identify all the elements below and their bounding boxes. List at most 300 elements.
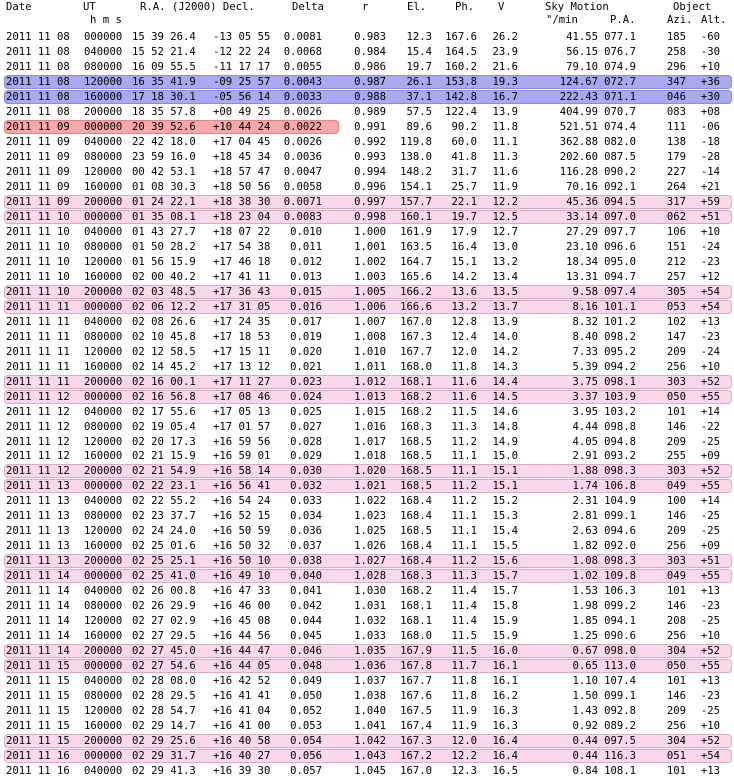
cell-altitude: +10 bbox=[700, 360, 720, 373]
cell-r: 1.013 bbox=[354, 390, 386, 403]
cell-phase: 25.7 bbox=[451, 180, 477, 193]
cell-sky-motion: 0.84 bbox=[572, 765, 598, 777]
cell-ut: 160000 bbox=[84, 720, 123, 733]
cell-delta: 0.0043 bbox=[283, 75, 322, 88]
cell-r: 1.033 bbox=[354, 630, 386, 643]
cell-altitude: -25 bbox=[700, 435, 720, 448]
table-row bbox=[0, 674, 734, 689]
cell-elongation: 167.7 bbox=[400, 345, 432, 358]
cell-decl: +18 23 04 bbox=[213, 210, 271, 223]
cell-date: 2011 11 10 bbox=[6, 285, 70, 298]
cell-date: 2011 11 08 bbox=[6, 90, 70, 103]
cell-magnitude: 13.5 bbox=[492, 285, 518, 298]
cell-decl: +17 08 46 bbox=[213, 390, 271, 403]
cell-azimuth: 304 bbox=[666, 645, 686, 658]
cell-pa: 098.2 bbox=[604, 330, 636, 343]
cell-ut: 000000 bbox=[84, 210, 123, 223]
cell-sky-motion: 1.74 bbox=[572, 480, 598, 493]
header-phase: Ph. bbox=[455, 1, 475, 13]
cell-azimuth: 049 bbox=[666, 480, 686, 493]
cell-azimuth: 296 bbox=[666, 61, 686, 73]
cell-ra: 01 56 15.9 bbox=[132, 255, 196, 268]
cell-ra: 02 29 25.6 bbox=[132, 735, 196, 748]
cell-r: 1.045 bbox=[354, 765, 386, 777]
cell-azimuth: 102 bbox=[666, 315, 686, 328]
cell-date: 2011 11 14 bbox=[6, 600, 70, 613]
cell-azimuth: 209 bbox=[666, 435, 686, 448]
cell-decl: -11 17 17 bbox=[213, 61, 271, 73]
cell-pa: 070.7 bbox=[604, 105, 636, 118]
cell-r: 1.015 bbox=[354, 405, 386, 418]
header-sky-motion-unit: "/min bbox=[546, 14, 578, 26]
cell-ut: 160000 bbox=[84, 450, 123, 463]
cell-azimuth: 185 bbox=[666, 31, 686, 43]
cell-r: 0.984 bbox=[354, 46, 386, 58]
cell-phase: 11.6 bbox=[451, 375, 477, 388]
cell-decl: +18 50 56 bbox=[213, 180, 271, 193]
cell-elongation: 166.2 bbox=[400, 285, 432, 298]
cell-azimuth: 146 bbox=[666, 510, 686, 523]
cell-altitude: +36 bbox=[700, 75, 720, 88]
cell-azimuth: 209 bbox=[666, 525, 686, 538]
cell-ut: 160000 bbox=[84, 180, 123, 193]
cell-date: 2011 11 14 bbox=[6, 570, 70, 583]
cell-date: 2011 11 12 bbox=[6, 420, 70, 433]
cell-altitude: -25 bbox=[700, 615, 720, 628]
cell-pa: 092.0 bbox=[604, 540, 636, 553]
cell-pa: 103.9 bbox=[604, 390, 636, 403]
cell-decl: -12 22 24 bbox=[213, 46, 271, 58]
cell-phase: 17.9 bbox=[451, 225, 477, 238]
cell-decl: -09 25 57 bbox=[213, 75, 271, 88]
cell-ut: 160000 bbox=[84, 270, 123, 283]
cell-r: 1.007 bbox=[354, 315, 386, 328]
cell-altitude: -28 bbox=[700, 150, 720, 163]
cell-delta: 0.052 bbox=[290, 705, 322, 718]
cell-magnitude: 12.2 bbox=[492, 195, 518, 208]
cell-ra: 02 16 00.1 bbox=[132, 375, 196, 388]
cell-azimuth: 147 bbox=[666, 330, 686, 343]
cell-ra: 02 27 54.6 bbox=[132, 660, 196, 673]
table-row bbox=[0, 105, 734, 120]
cell-r: 1.011 bbox=[354, 360, 386, 373]
cell-magnitude: 14.8 bbox=[492, 420, 518, 433]
cell-decl: +16 59 56 bbox=[213, 435, 271, 448]
cell-ra: 02 10 45.8 bbox=[132, 330, 196, 343]
cell-decl: +16 41 04 bbox=[213, 705, 271, 718]
cell-r: 1.025 bbox=[354, 525, 386, 538]
cell-ut: 200000 bbox=[84, 555, 123, 568]
cell-decl: +17 31 05 bbox=[213, 300, 271, 313]
cell-phase: 14.2 bbox=[451, 270, 477, 283]
header-pa: P.A. bbox=[610, 14, 636, 26]
cell-altitude: +54 bbox=[700, 285, 720, 298]
cell-date: 2011 11 14 bbox=[6, 585, 70, 598]
cell-altitude: +10 bbox=[700, 61, 720, 73]
cell-azimuth: 051 bbox=[666, 750, 686, 762]
cell-azimuth: 303 bbox=[666, 555, 686, 568]
cell-magnitude: 11.9 bbox=[492, 180, 518, 193]
cell-phase: 11.2 bbox=[451, 555, 477, 568]
cell-ut: 080000 bbox=[84, 61, 123, 73]
cell-pa: 106.3 bbox=[604, 585, 636, 598]
cell-elongation: 167.9 bbox=[400, 645, 432, 658]
cell-sky-motion: 2.31 bbox=[572, 495, 598, 508]
cell-r: 1.031 bbox=[354, 600, 386, 613]
cell-sky-motion: 27.29 bbox=[566, 225, 598, 238]
cell-altitude: -60 bbox=[700, 31, 720, 43]
cell-decl: +16 41 00 bbox=[213, 720, 271, 733]
cell-date: 2011 11 13 bbox=[6, 510, 70, 523]
table-row bbox=[0, 225, 734, 240]
cell-ut: 000000 bbox=[84, 570, 123, 583]
cell-elongation: 163.5 bbox=[400, 240, 432, 253]
table-row bbox=[0, 90, 734, 105]
cell-date: 2011 11 08 bbox=[6, 61, 70, 73]
cell-r: 1.017 bbox=[354, 435, 386, 448]
cell-phase: 13.6 bbox=[451, 285, 477, 298]
cell-ra: 18 35 57.8 bbox=[132, 105, 196, 118]
cell-ra: 02 00 40.2 bbox=[132, 270, 196, 283]
cell-r: 1.027 bbox=[354, 555, 386, 568]
cell-azimuth: 151 bbox=[666, 240, 686, 253]
cell-ra: 02 28 54.7 bbox=[132, 705, 196, 718]
cell-ra: 02 03 48.5 bbox=[132, 285, 196, 298]
cell-ut: 160000 bbox=[84, 90, 123, 103]
table-row bbox=[0, 569, 734, 584]
cell-phase: 31.7 bbox=[451, 165, 477, 178]
header-ut: UT bbox=[83, 1, 96, 13]
cell-pa: 077.1 bbox=[604, 31, 636, 43]
cell-altitude: +54 bbox=[700, 300, 720, 313]
table-row bbox=[0, 300, 734, 315]
cell-altitude: -25 bbox=[700, 510, 720, 523]
cell-ra: 01 50 28.2 bbox=[132, 240, 196, 253]
cell-altitude: -23 bbox=[700, 600, 720, 613]
cell-sky-motion: 33.14 bbox=[566, 210, 598, 223]
cell-magnitude: 13.9 bbox=[492, 105, 518, 118]
cell-decl: +16 44 05 bbox=[213, 660, 271, 673]
cell-sky-motion: 0.92 bbox=[572, 720, 598, 733]
cell-r: 1.035 bbox=[354, 645, 386, 658]
cell-ra: 01 24 22.1 bbox=[132, 195, 196, 208]
cell-decl: +16 45 08 bbox=[213, 615, 271, 628]
cell-pa: 090.2 bbox=[604, 165, 636, 178]
cell-azimuth: 256 bbox=[666, 360, 686, 373]
cell-elongation: 12.3 bbox=[406, 31, 432, 43]
cell-sky-motion: 56.15 bbox=[566, 46, 598, 58]
cell-ut: 040000 bbox=[84, 135, 123, 148]
cell-r: 0.987 bbox=[354, 75, 386, 88]
cell-magnitude: 14.2 bbox=[492, 345, 518, 358]
cell-pa: 108.1 bbox=[604, 765, 636, 777]
cell-decl: +16 47 33 bbox=[213, 585, 271, 598]
cell-decl: +18 38 30 bbox=[213, 195, 271, 208]
cell-altitude: +14 bbox=[700, 405, 720, 418]
cell-r: 1.021 bbox=[354, 480, 386, 493]
table-row bbox=[0, 554, 734, 569]
cell-delta: 0.010 bbox=[290, 225, 322, 238]
cell-sky-motion: 45.36 bbox=[566, 195, 598, 208]
cell-phase: 13.2 bbox=[451, 300, 477, 313]
cell-sky-motion: 0.65 bbox=[572, 660, 598, 673]
cell-delta: 0.044 bbox=[290, 615, 322, 628]
cell-ra: 02 22 23.1 bbox=[132, 480, 196, 493]
cell-altitude: +13 bbox=[700, 315, 720, 328]
cell-r: 1.003 bbox=[354, 270, 386, 283]
cell-elongation: 119.8 bbox=[400, 135, 432, 148]
cell-azimuth: 101 bbox=[666, 585, 686, 598]
cell-magnitude: 15.1 bbox=[492, 480, 518, 493]
cell-ut: 200000 bbox=[84, 375, 123, 388]
cell-magnitude: 15.6 bbox=[492, 555, 518, 568]
header-elongation: El. bbox=[407, 1, 427, 13]
cell-delta: 0.053 bbox=[290, 720, 322, 733]
cell-sky-motion: 2.91 bbox=[572, 450, 598, 463]
cell-pa: 104.9 bbox=[604, 495, 636, 508]
cell-delta: 0.025 bbox=[290, 405, 322, 418]
cell-altitude: +10 bbox=[700, 720, 720, 733]
cell-delta: 0.0068 bbox=[283, 46, 322, 58]
cell-delta: 0.029 bbox=[290, 450, 322, 463]
cell-date: 2011 11 11 bbox=[6, 345, 70, 358]
cell-date: 2011 11 15 bbox=[6, 735, 70, 748]
cell-decl: +17 01 57 bbox=[213, 420, 271, 433]
cell-ut: 160000 bbox=[84, 630, 123, 643]
cell-azimuth: 264 bbox=[666, 180, 686, 193]
cell-decl: +16 59 01 bbox=[213, 450, 271, 463]
cell-azimuth: 305 bbox=[666, 285, 686, 298]
cell-ut: 080000 bbox=[84, 150, 123, 163]
cell-azimuth: 304 bbox=[666, 735, 686, 748]
cell-date: 2011 11 08 bbox=[6, 75, 70, 88]
cell-elongation: 168.0 bbox=[400, 630, 432, 643]
cell-ra: 02 12 58.5 bbox=[132, 345, 196, 358]
cell-decl: +18 07 22 bbox=[213, 225, 271, 238]
cell-phase: 12.3 bbox=[451, 765, 477, 777]
cell-ut: 200000 bbox=[84, 465, 123, 478]
cell-magnitude: 15.2 bbox=[492, 495, 518, 508]
table-row bbox=[0, 315, 734, 330]
cell-ra: 02 29 14.7 bbox=[132, 720, 196, 733]
cell-delta: 0.0022 bbox=[283, 120, 322, 133]
cell-date: 2011 11 16 bbox=[6, 765, 70, 777]
cell-altitude: +14 bbox=[700, 495, 720, 508]
cell-decl: -05 56 14 bbox=[213, 90, 271, 103]
cell-pa: 094.7 bbox=[604, 270, 636, 283]
header-delta: Delta bbox=[292, 1, 324, 13]
cell-r: 1.041 bbox=[354, 720, 386, 733]
cell-azimuth: 303 bbox=[666, 375, 686, 388]
cell-sky-motion: 1.25 bbox=[572, 630, 598, 643]
cell-decl: +17 18 53 bbox=[213, 330, 271, 343]
cell-ra: 02 25 01.6 bbox=[132, 540, 196, 553]
cell-sky-motion: 79.10 bbox=[566, 61, 598, 73]
cell-azimuth: 083 bbox=[666, 105, 686, 118]
cell-decl: +18 57 47 bbox=[213, 165, 271, 178]
cell-azimuth: 053 bbox=[666, 300, 686, 313]
cell-ut: 000000 bbox=[84, 480, 123, 493]
cell-pa: 095.2 bbox=[604, 345, 636, 358]
cell-r: 0.991 bbox=[354, 120, 386, 133]
cell-azimuth: 255 bbox=[666, 450, 686, 463]
cell-ra: 22 42 18.0 bbox=[132, 135, 196, 148]
cell-phase: 11.3 bbox=[451, 420, 477, 433]
cell-pa: 072.7 bbox=[604, 75, 636, 88]
cell-sky-motion: 7.33 bbox=[572, 345, 598, 358]
cell-ut: 000000 bbox=[84, 660, 123, 673]
cell-elongation: 168.5 bbox=[400, 465, 432, 478]
cell-sky-motion: 1.50 bbox=[572, 690, 598, 703]
cell-altitude: +13 bbox=[700, 765, 720, 777]
table-row bbox=[0, 375, 734, 390]
cell-sky-motion: 5.39 bbox=[572, 360, 598, 373]
cell-decl: +17 04 45 bbox=[213, 135, 271, 148]
table-row bbox=[0, 614, 734, 629]
cell-phase: 11.5 bbox=[451, 630, 477, 643]
cell-phase: 164.5 bbox=[445, 46, 477, 58]
cell-ra: 15 39 26.4 bbox=[132, 31, 196, 43]
cell-decl: +17 54 38 bbox=[213, 240, 271, 253]
cell-decl: +16 40 27 bbox=[213, 750, 271, 762]
cell-delta: 0.038 bbox=[290, 555, 322, 568]
cell-date: 2011 11 13 bbox=[6, 495, 70, 508]
cell-altitude: -06 bbox=[700, 120, 720, 133]
cell-sky-motion: 521.51 bbox=[559, 120, 598, 133]
cell-magnitude: 15.7 bbox=[492, 585, 518, 598]
cell-azimuth: 101 bbox=[666, 765, 686, 777]
cell-elongation: 168.1 bbox=[400, 600, 432, 613]
cell-pa: 092.1 bbox=[604, 180, 636, 193]
cell-magnitude: 16.1 bbox=[492, 660, 518, 673]
table-row bbox=[0, 60, 734, 75]
cell-altitude: +55 bbox=[700, 390, 720, 403]
cell-r: 0.992 bbox=[354, 135, 386, 148]
cell-ra: 20 39 52.6 bbox=[132, 120, 196, 133]
table-row bbox=[0, 584, 734, 599]
cell-ut: 000000 bbox=[84, 31, 123, 43]
cell-date: 2011 11 14 bbox=[6, 630, 70, 643]
cell-sky-motion: 404.99 bbox=[559, 105, 598, 118]
cell-ra: 02 06 12.2 bbox=[132, 300, 196, 313]
cell-ra: 02 27 45.0 bbox=[132, 645, 196, 658]
cell-altitude: +09 bbox=[700, 540, 720, 553]
cell-r: 0.988 bbox=[354, 90, 386, 103]
cell-altitude: -23 bbox=[700, 690, 720, 703]
cell-date: 2011 11 13 bbox=[6, 555, 70, 568]
cell-azimuth: 138 bbox=[666, 135, 686, 148]
cell-ra: 02 19 05.4 bbox=[132, 420, 196, 433]
cell-magnitude: 15.3 bbox=[492, 510, 518, 523]
cell-pa: 106.8 bbox=[604, 480, 636, 493]
cell-elongation: 167.5 bbox=[400, 705, 432, 718]
cell-elongation: 167.3 bbox=[400, 735, 432, 748]
cell-r: 0.996 bbox=[354, 180, 386, 193]
cell-altitude: +52 bbox=[700, 465, 720, 478]
cell-sky-motion: 8.40 bbox=[572, 330, 598, 343]
cell-date: 2011 11 13 bbox=[6, 540, 70, 553]
cell-azimuth: 208 bbox=[666, 615, 686, 628]
cell-pa: 076.7 bbox=[604, 46, 636, 58]
cell-magnitude: 16.0 bbox=[492, 645, 518, 658]
cell-magnitude: 11.3 bbox=[492, 150, 518, 163]
cell-altitude: +10 bbox=[700, 225, 720, 238]
cell-sky-motion: 8.32 bbox=[572, 315, 598, 328]
cell-date: 2011 11 11 bbox=[6, 330, 70, 343]
cell-ut: 120000 bbox=[84, 255, 123, 268]
cell-decl: +16 40 58 bbox=[213, 735, 271, 748]
cell-magnitude: 11.1 bbox=[492, 135, 518, 148]
cell-ra: 02 24 24.0 bbox=[132, 525, 196, 538]
cell-pa: 089.2 bbox=[604, 720, 636, 733]
cell-altitude: +52 bbox=[700, 645, 720, 658]
cell-ra: 01 08 30.3 bbox=[132, 180, 196, 193]
cell-delta: 0.0081 bbox=[283, 31, 322, 43]
cell-azimuth: 209 bbox=[666, 345, 686, 358]
cell-sky-motion: 1.88 bbox=[572, 465, 598, 478]
cell-delta: 0.012 bbox=[290, 255, 322, 268]
cell-date: 2011 11 12 bbox=[6, 405, 70, 418]
cell-sky-motion: 4.44 bbox=[572, 420, 598, 433]
cell-date: 2011 11 12 bbox=[6, 465, 70, 478]
cell-magnitude: 16.4 bbox=[492, 750, 518, 762]
cell-date: 2011 11 15 bbox=[6, 705, 70, 718]
cell-ut: 120000 bbox=[84, 615, 123, 628]
cell-date: 2011 11 14 bbox=[6, 615, 70, 628]
cell-azimuth: 101 bbox=[666, 405, 686, 418]
cell-decl: +18 45 34 bbox=[213, 150, 271, 163]
cell-date: 2011 11 12 bbox=[6, 450, 70, 463]
cell-delta: 0.0026 bbox=[283, 105, 322, 118]
header-hms: h m s bbox=[90, 14, 122, 26]
cell-sky-motion: 2.81 bbox=[572, 510, 598, 523]
cell-pa: 071.1 bbox=[604, 90, 636, 103]
cell-decl: +00 49 25 bbox=[213, 105, 271, 118]
table-row bbox=[0, 270, 734, 285]
cell-decl: +16 42 52 bbox=[213, 675, 271, 688]
cell-date: 2011 11 11 bbox=[6, 300, 70, 313]
cell-phase: 11.3 bbox=[451, 570, 477, 583]
table-row bbox=[0, 644, 734, 659]
cell-ra: 02 16 56.8 bbox=[132, 390, 196, 403]
cell-altitude: +21 bbox=[700, 180, 720, 193]
cell-date: 2011 11 15 bbox=[6, 675, 70, 688]
cell-magnitude: 14.9 bbox=[492, 435, 518, 448]
cell-pa: 082.0 bbox=[604, 135, 636, 148]
cell-delta: 0.045 bbox=[290, 630, 322, 643]
cell-ra: 02 17 55.6 bbox=[132, 405, 196, 418]
cell-elongation: 168.4 bbox=[400, 510, 432, 523]
cell-date: 2011 11 09 bbox=[6, 135, 70, 148]
header-object: Object bbox=[673, 1, 712, 13]
table-row bbox=[0, 75, 734, 90]
cell-magnitude: 16.3 bbox=[492, 720, 518, 733]
cell-ra: 02 21 54.9 bbox=[132, 465, 196, 478]
cell-date: 2011 11 10 bbox=[6, 255, 70, 268]
cell-date: 2011 11 13 bbox=[6, 525, 70, 538]
cell-decl: +16 46 00 bbox=[213, 600, 271, 613]
cell-sky-motion: 3.37 bbox=[572, 390, 598, 403]
header-date: Date bbox=[6, 1, 32, 13]
cell-azimuth: 256 bbox=[666, 720, 686, 733]
table-row bbox=[0, 524, 734, 539]
cell-r: 1.008 bbox=[354, 330, 386, 343]
cell-r: 0.994 bbox=[354, 165, 386, 178]
cell-elongation: 168.3 bbox=[400, 570, 432, 583]
cell-delta: 0.013 bbox=[290, 270, 322, 283]
cell-magnitude: 15.0 bbox=[492, 450, 518, 463]
cell-elongation: 57.5 bbox=[406, 105, 432, 118]
